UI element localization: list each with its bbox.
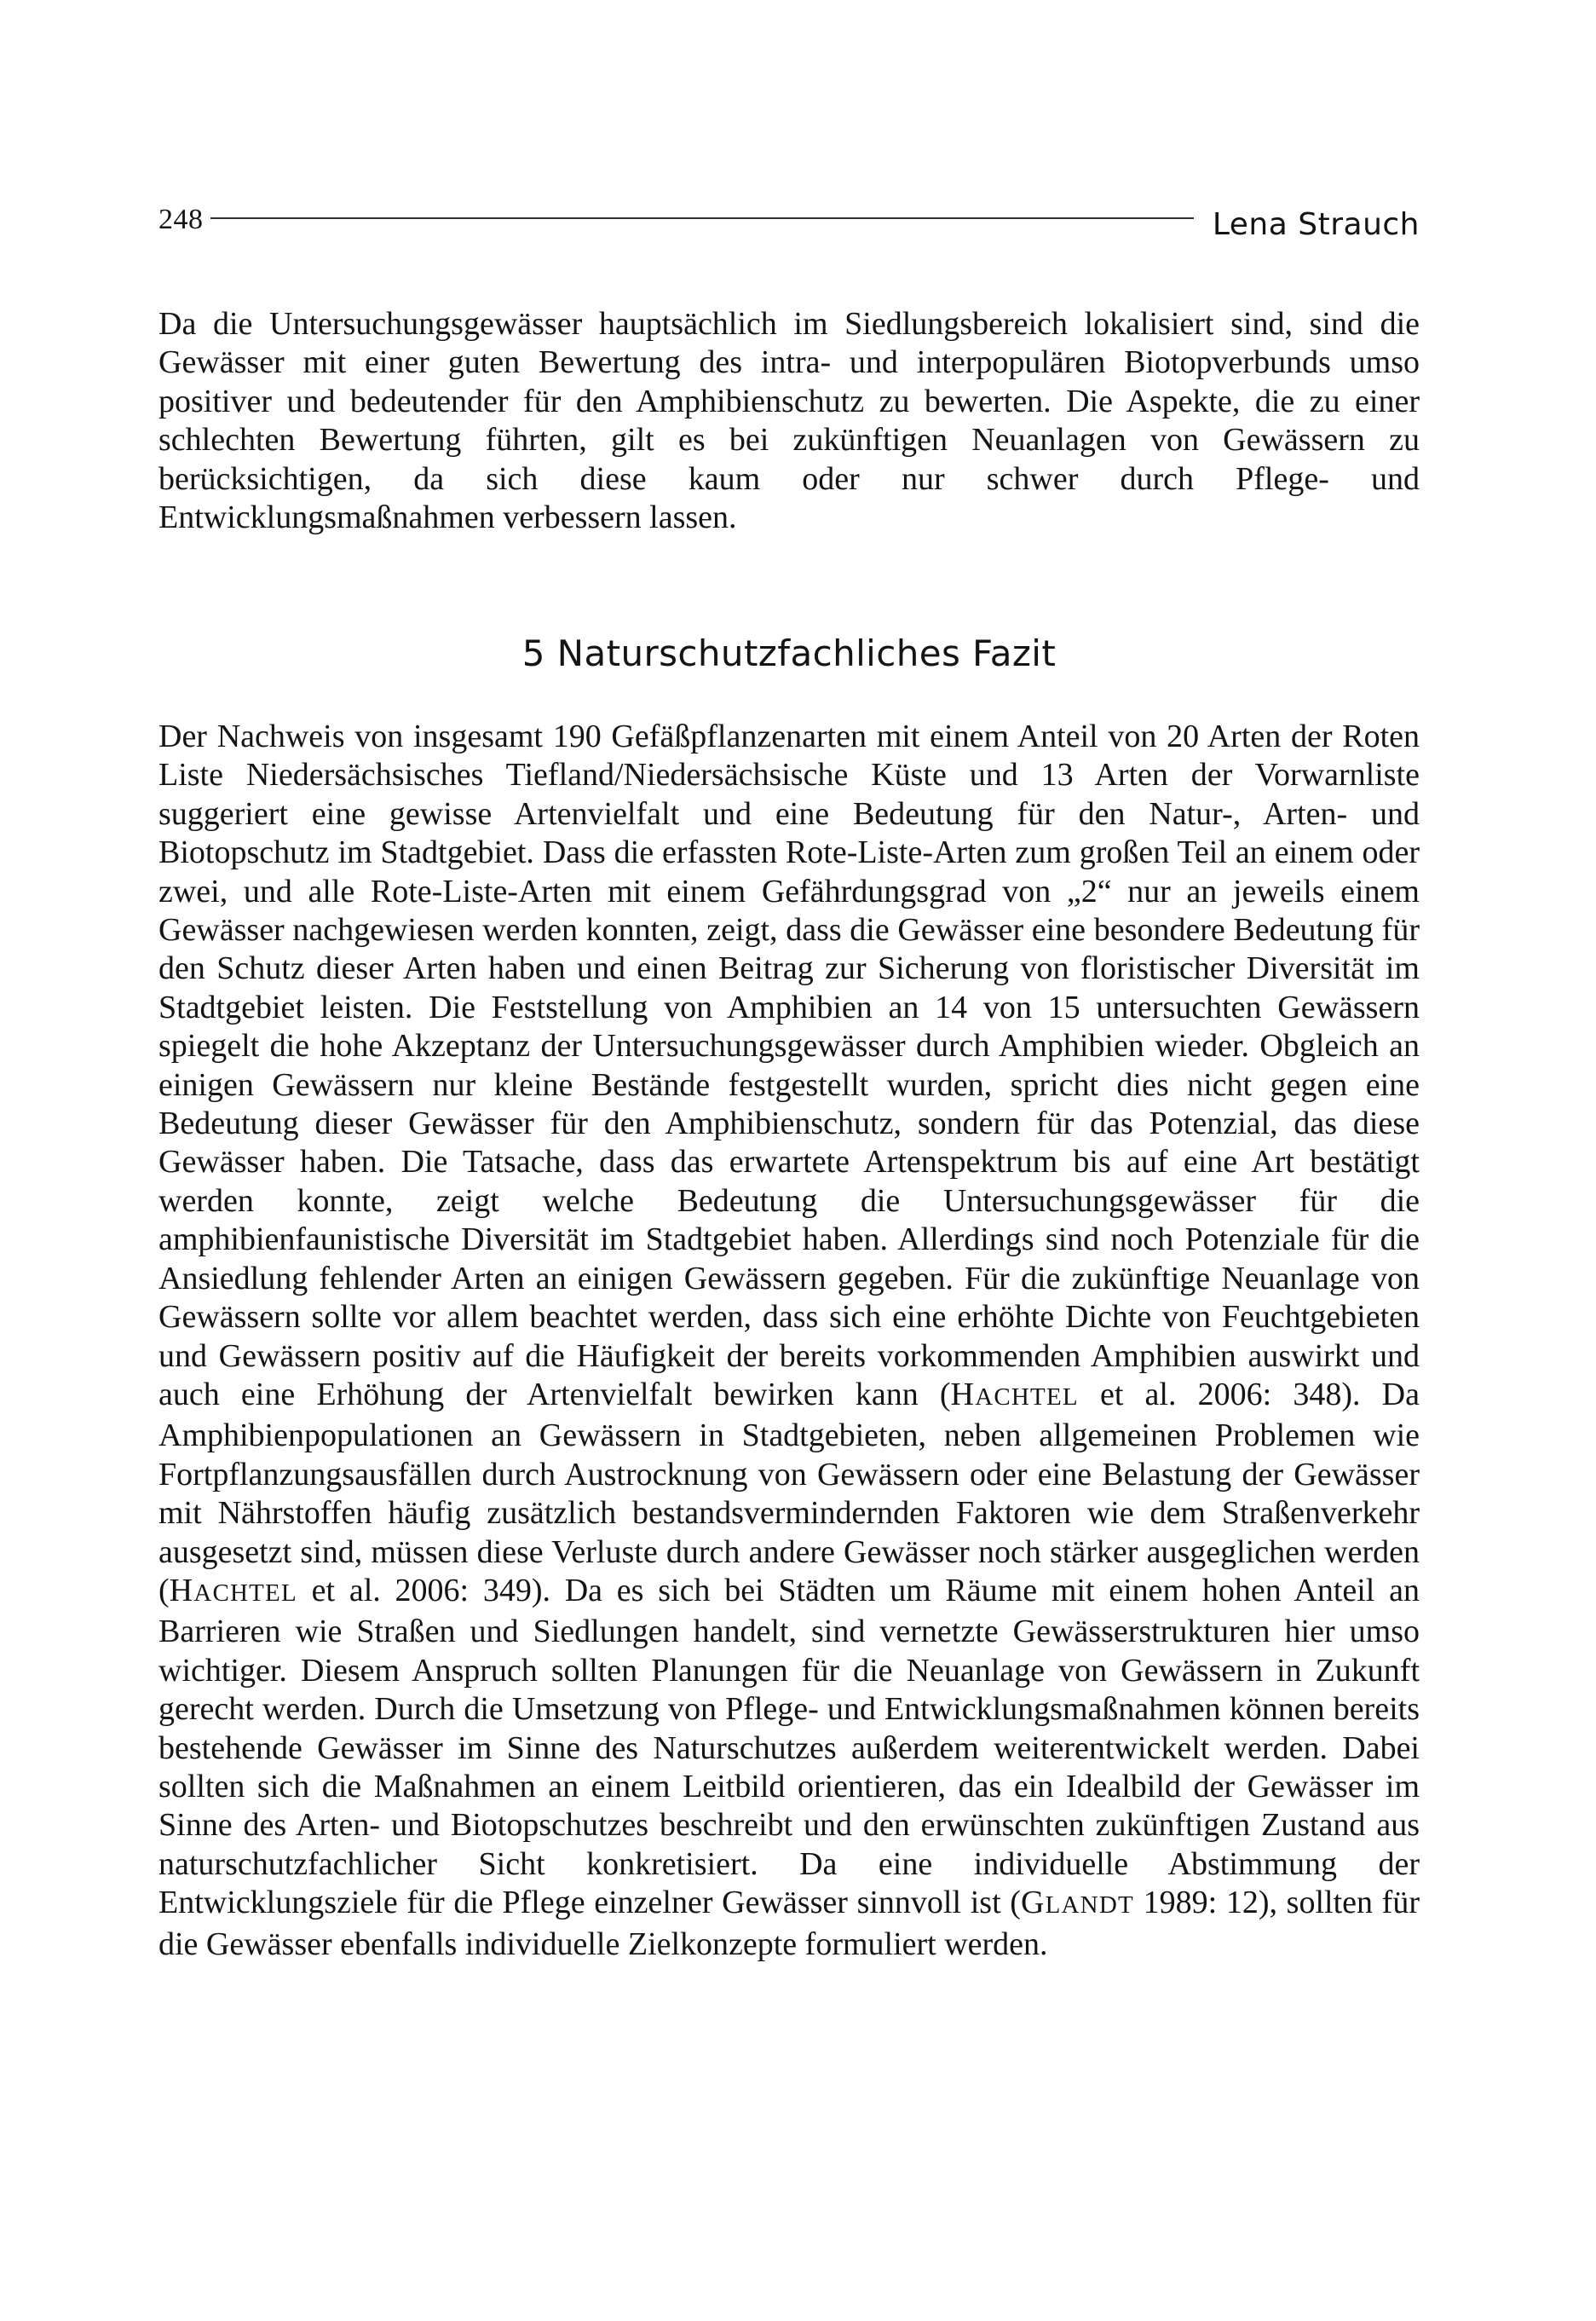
citation-author-hachtel-2 (169, 1572, 297, 1608)
paragraph-2-text-4: 1989: 12), sollten für die Gewässer ebenfalls individuelle Zielkonzepte formuliert werden. (158, 1885, 1420, 1962)
citation-author-initial: H (169, 1572, 194, 1608)
citation-author-initial: H (950, 1376, 976, 1412)
body-paragraph-1: Da die Untersuchungsgewässer hauptsächlich im Siedlungsbereich lokalisiert sind, sind die Gewässer mit einer guten Bewertung des intra- und interpopulären Biotopverbunds umso positiver und bedeutender für den Amphibienschutz zu bewerten. Die Aspekte, die zu einer schlechten Bewertung führten, gilt es bei zukünftigen Neuanlagen von Gewässern zu berücksichtigen, da sich diese kaum oder nur schwer durch Pflege- und Entwicklungsmaßnahmen verbessern lassen. (158, 306, 1420, 536)
running-header-author: Lena Strauch (1212, 207, 1420, 242)
citation-author-rest: ACHTEL (193, 1579, 297, 1607)
citation-author-rest: ACHTEL (975, 1383, 1079, 1411)
citation-author-hachtel-1 (950, 1376, 1079, 1412)
citation-author-glandt (1020, 1885, 1134, 1921)
header-rule (210, 217, 1194, 219)
body-paragraph-2 (158, 718, 1420, 1964)
paragraph-2-text-3: et al. 2006: 349). Da es sich bei Städten um Räume mit einem hohen Anteil an Barrieren wie Straßen und Siedlungen handelt, sind vernetzte Gewässerstrukturen hier umso wichtiger. Diesem Anspruch sollten Planungen für die Neuanlage von Gewässern in Zukunft gerecht werden. Durch die Umsetzung von Pflege- und Entwicklungsmaßnahmen können bereits bestehende Gewässer im Sinne des Naturschutzes außerdem weiterentwickelt werden. Dabei sollten sich die Maßnahmen an einem Leitbild orientieren, das ein Idealbild der Gewässer im Sinne des Arten- und Biotopschutzes beschreibt und den erwünschten zukünftigen Zustand aus naturschutzfachlicher Sicht konkretisiert. Da eine individuelle Abstimmung der Entwicklungsziele für die Pflege einzelner Gewässer sinnvoll ist ( (158, 1572, 1420, 1921)
paragraph-2-text-2: et al. 2006: 348). Da Amphibienpopulationen an Gewässern in Stadtgebieten, neben allgemeinen Problemen wie Fortpflanzungsausfällen durch Austrocknung von Gewässern oder eine Belastung der Gewässer mit Nährstoffen häufig zusätzlich bestandsvermindernden Faktoren wie dem Straßenverkehr ausgesetzt sind, müssen diese Verluste durch andere Gewässer noch stärker ausgeglichen werden ( (158, 1376, 1420, 1608)
running-header (158, 194, 1420, 245)
paragraph-2-text-1: Der Nachweis von insgesamt 190 Gefäßpflanzenarten mit einem Anteil von 20 Arten der Roten Liste Niedersächsisches Tiefland/Niedersächsische Küste und 13 Arten der Vorwarnliste suggeriert eine gewisse Artenvielfalt und eine Bedeutung für den Natur-, Arten- und Biotopschutz im Stadtgebiet. Dass die erfassten Rote-Liste-Arten zum großen Teil an einem oder zwei, und alle Rote-Liste-Arten mit einem Gefährdungsgrad von „2“ nur an jeweils einem Gewässer nachgewiesen werden konnten, zeigt, dass die Gewässer eine besondere Bedeutung für den Schutz dieser Arten haben und einen Beitrag zur Sicherung von floristischer Diversität im Stadtgebiet leisten. Die Feststellung von Amphibien an 14 von 15 untersuchten Gewässern spiegelt die hohe Akzeptanz der Untersuchungsgewässer durch Amphibien wieder. Obgleich an einigen Gewässern nur kleine Bestände festgestellt wurden, spricht dies nicht gegen eine Bedeutung dieser Gewässer für den Amphibienschutz, sondern für das Potenzial, das diese Gewässer haben. Die Tatsache, dass das erwartete Artenspektrum bis auf eine Art bestätigt werden konnte, zeigt welche Bedeutung die Untersuchungsgewässer für die amphibienfaunistische Diversität im Stadtgebiet haben. Allerdings sind noch Potenziale für die Ansiedlung fehlender Arten an einigen Gewässern gegeben. Für die zukünftige Neuanlage von Gewässern sollte vor allem beachtet werden, dass sich eine erhöhte Dichte von Feuchtgebieten und Gewässern positiv auf die Häufigkeit der bereits vorkommenden Amphibien auswirkt und auch eine Erhöhung der Artenvielfalt bewirken kann ( (158, 719, 1420, 1412)
citation-author-rest: LANDT (1045, 1891, 1134, 1920)
section-heading: 5 Naturschutzfachliches Fazit (521, 632, 1057, 674)
citation-author-initial: G (1020, 1885, 1046, 1921)
page-number: 248 (158, 204, 204, 235)
